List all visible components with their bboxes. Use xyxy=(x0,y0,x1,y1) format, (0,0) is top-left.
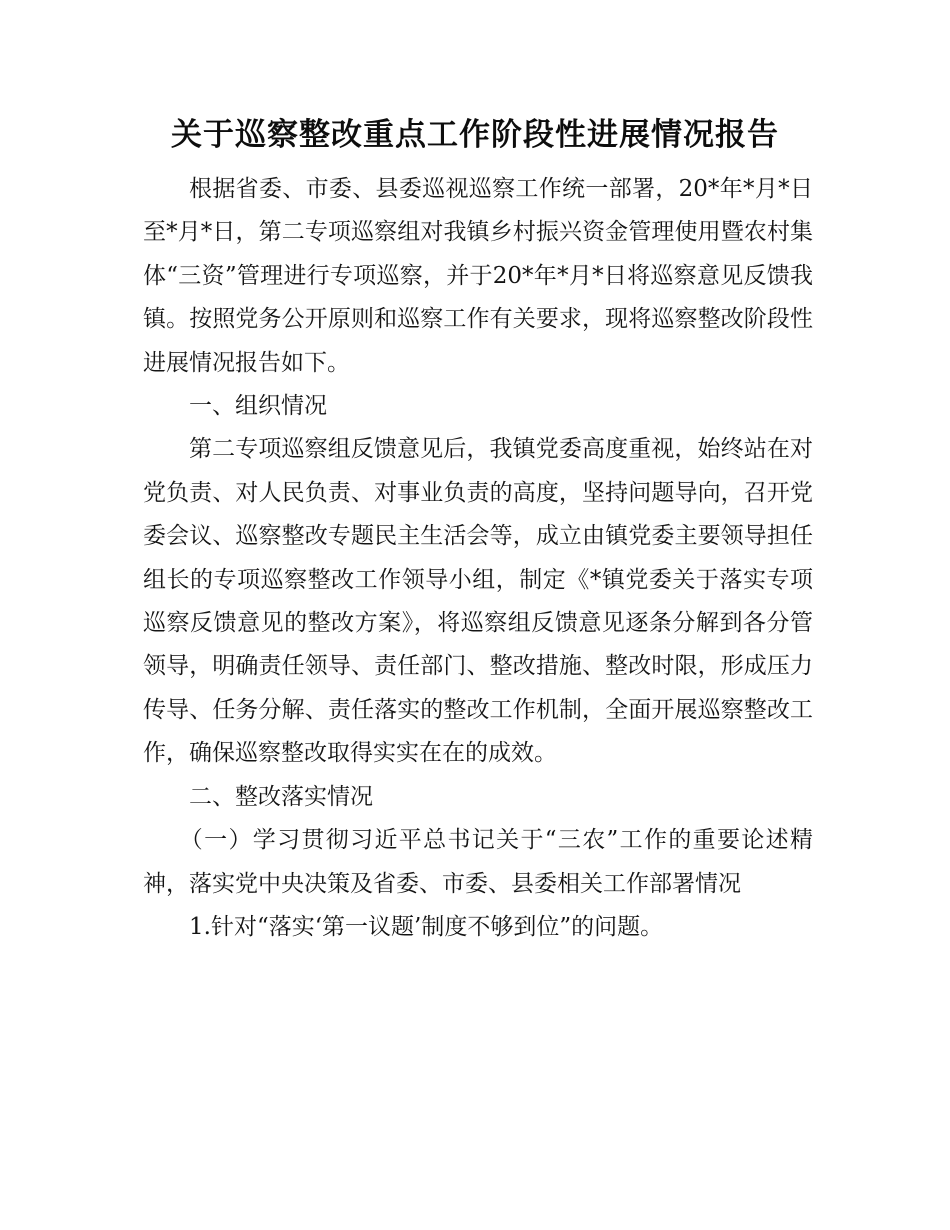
section-heading-rectification: 二、整改落实情况 xyxy=(189,783,373,810)
document-title: 关于巡察整改重点工作阶段性进展情况报告 xyxy=(171,117,779,153)
intro-paragraph: 根据省委、市委、县委巡视巡察工作统一部署，20*年*月*日至*月*日，第二专项巡察组对我镇乡村振兴资金管理使用暨农村集体“三资”管理进行专项巡察，并于20*年*月*日将巡察意见反馈我镇。按照党务公开原则和巡察工作有关要求，现将巡察整改阶段性进展情况报告如下。 xyxy=(143,176,813,376)
item-heading-one: 1.针对“落实‘第一议题’制度不够到位”的问题。 xyxy=(189,913,664,940)
subsection-heading-one: （一）学习贯彻习近平总书记关于“三农”工作的重要论述精神，落实党中央决策及省委、市委、县委相关工作部署情况 xyxy=(143,827,813,897)
document-body xyxy=(143,168,813,949)
organization-paragraph: 第二专项巡察组反馈意见后，我镇党委高度重视，始终站在对党负责、对人民负责、对事业负责的高度，坚持问题导向，召开党委会议、巡察整改专题民主生活会等，成立由镇党委主要领导担任组长的专项巡察整改工作领导小组，制定《*镇党委关于落实专项巡察反馈意见的整改方案》，将巡察组反馈意见逐条分解到各分管领导，明确责任领导、责任部门、整改措施、整改时限，形成压力传导、任务分解、责任落实的整改工作机制，全面开展巡察整改工作，确保巡察整改取得实实在在的成效。 xyxy=(143,436,813,767)
section-heading-organization: 一、组织情况 xyxy=(189,393,327,420)
